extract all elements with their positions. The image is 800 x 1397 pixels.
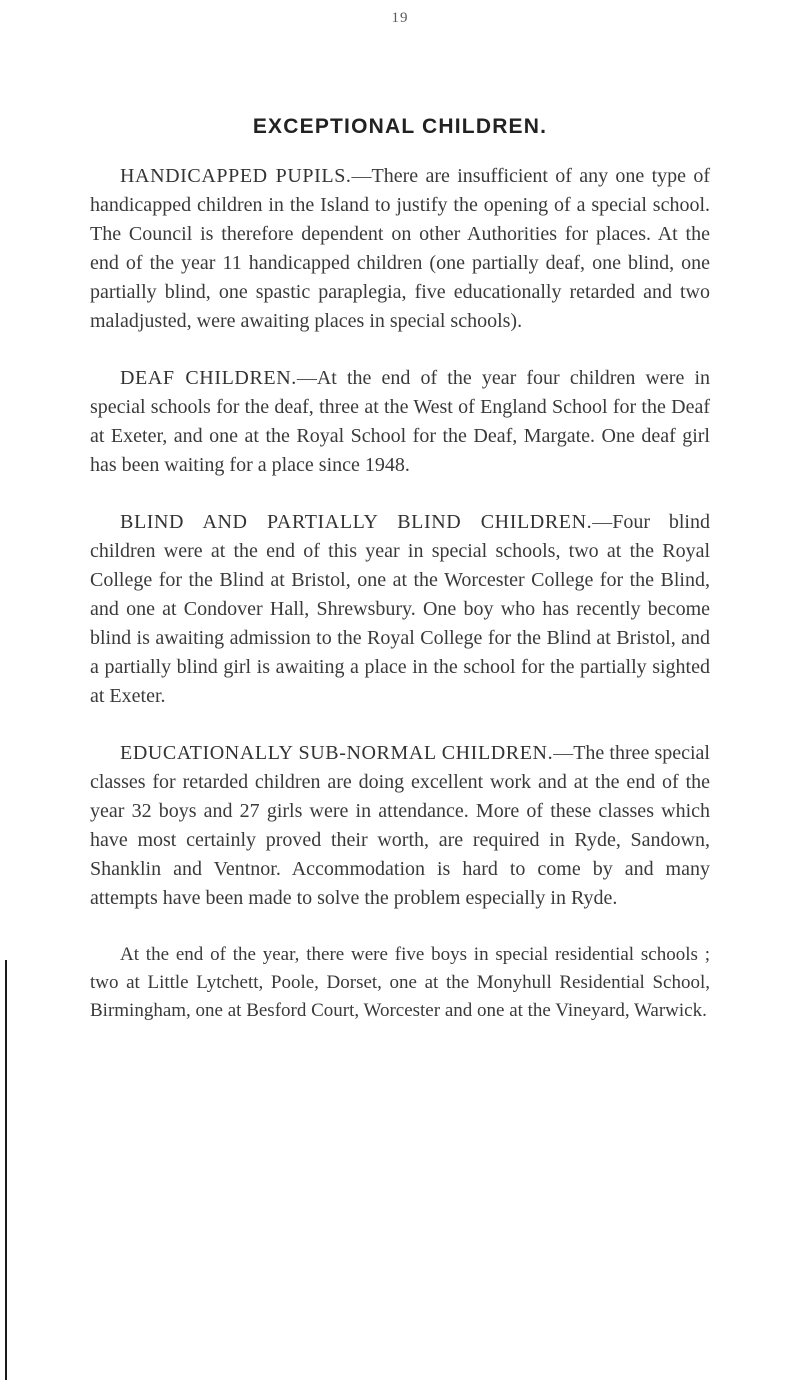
heading-dash: — bbox=[351, 165, 372, 187]
page-title: EXCEPTIONAL CHILDREN. bbox=[252, 115, 548, 138]
section-heading-blind-children: BLIND AND PARTIALLY BLIND CHILDREN. bbox=[120, 511, 593, 533]
paragraph-handicapped-pupils bbox=[90, 162, 710, 336]
paragraph-text: Four blind children were at the end of this year in special schools, two at the Royal College for the Blind at Bristol, one at the Worcester College for the Blind, and one at Condover Hall, Shrewsbury. One boy who has recently become blind is awaiting admission to the Royal College for the Blind at Bristol, and a partially blind girl is awaiting a place in the school for the partially sighted at Exeter. bbox=[90, 511, 710, 707]
paragraph-residential-schools bbox=[90, 941, 710, 1025]
section-heading-handicapped-pupils: HANDICAPPED PUPILS. bbox=[120, 165, 352, 187]
paragraph-sub-normal-children bbox=[90, 739, 710, 913]
heading-dash: — bbox=[296, 367, 317, 389]
paragraph-text: The three special classes for retarded children are doing excellent work and at the end of the year 32 boys and 27 girls were in attendance. More of these classes which have most certainly proved their worth, are required in Ryde, Sandown, Shanklin and Ventnor. Accommodation is hard to come by and many attempts have been made to solve the problem especially in Ryde. bbox=[90, 742, 710, 909]
body-text bbox=[90, 162, 710, 1053]
section-heading-sub-normal-children: EDUCATIONALLY SUB-NORMAL CHILDREN. bbox=[120, 742, 554, 764]
paragraph-deaf-children bbox=[90, 364, 710, 480]
paragraph-text: At the end of the year four children were in special schools for the deaf, three at the West of England School for the Deaf at Exeter, and one at the Royal School for the Deaf, Margate. One deaf girl has been waiting for a place since 1948. bbox=[90, 367, 710, 476]
scan-edge-line bbox=[5, 960, 7, 1380]
heading-dash: — bbox=[553, 742, 574, 764]
paragraph-text: There are insufficient of any one type of handicapped children in the Island to justify the opening of a special school. The Council is therefore dependent on other Authorities for places. At the end of the year 11 handicapped children (one partially deaf, one blind, one partially blind, one spastic paraplegia, five educationally retarded and two maladjusted, were awaiting places in special schools). bbox=[90, 165, 710, 332]
section-heading-deaf-children: DEAF CHILDREN. bbox=[120, 367, 297, 389]
heading-dash: — bbox=[592, 511, 613, 533]
paragraph-text: At the end of the year, there were five boys in special residential schools ; two at Little Lytchett, Poole, Dorset, one at the Monyhull Residential School, Birmingham, one at Besford Court, Worcester and one at the Vineyard, Warwick. bbox=[90, 944, 710, 1021]
page-number: 19 bbox=[391, 10, 409, 26]
paragraph-blind-children bbox=[90, 508, 710, 711]
